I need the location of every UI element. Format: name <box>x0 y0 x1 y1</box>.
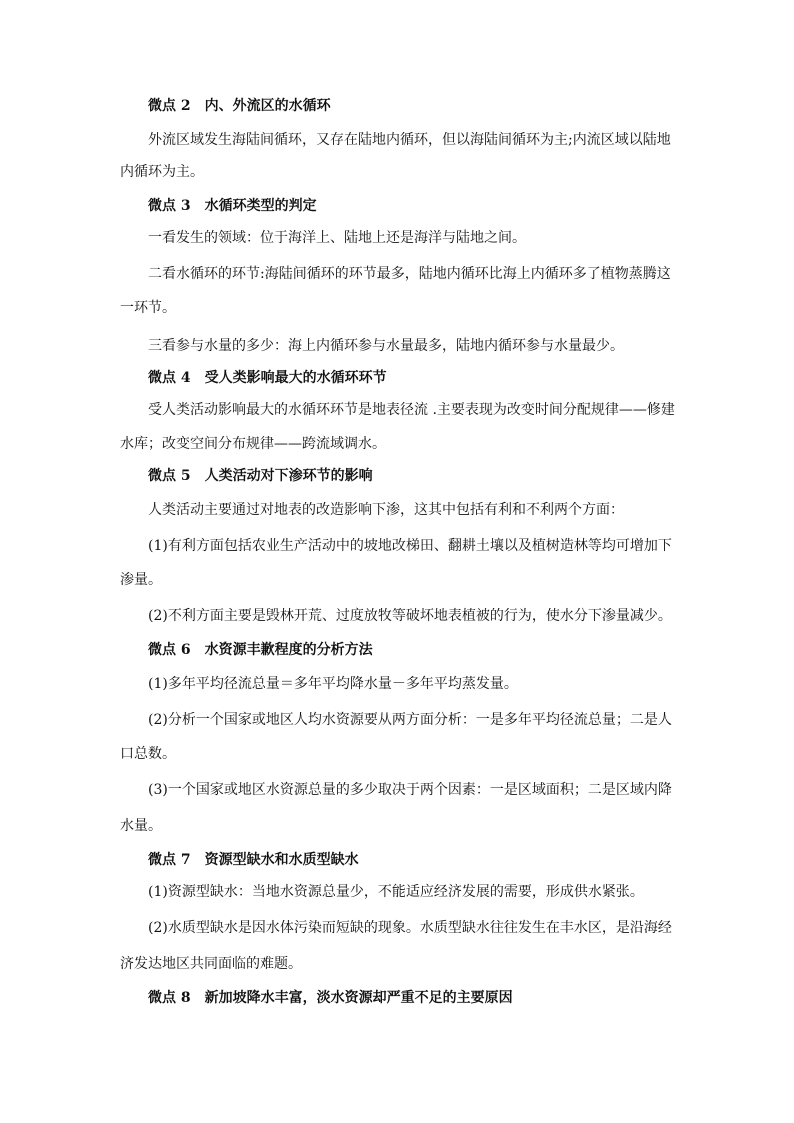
heading-number: 微点 8 <box>148 990 191 1006</box>
paragraph-line: 渗量。 <box>120 572 162 588</box>
paragraph-line: 外流区域发生海陆间循环，又存在陆地内循环，但以海陆间循环为主;内流区域以陆地 <box>148 132 671 148</box>
paragraph-line: (2)水质型缺水是因水体污染而短缺的现象。水质型缺水往往发生在丰水区，是沿海经 <box>148 920 672 936</box>
section-heading <box>148 850 680 870</box>
paragraph-line: (2)不利方面主要是毁林开荒、过度放牧等破坏地表植被的行为，使水分下渗量减少。 <box>148 608 672 624</box>
heading-number: 微点 3 <box>148 198 191 214</box>
paragraph-line: 二看水循环的环节:海陆间循环的环节最多，陆地内循环比海上内循环多了植物蒸腾这 <box>148 266 671 282</box>
paragraph-line: (1)资源型缺水：当地水资源总量少，不能适应经济发展的需要，形成供水紧张。 <box>148 884 644 900</box>
heading-number: 微点 7 <box>148 852 191 868</box>
section-heading <box>148 96 680 116</box>
section-heading <box>148 368 680 388</box>
heading-text: 水循环类型的判定 <box>204 198 317 214</box>
heading-number: 微点 5 <box>148 468 191 484</box>
section-heading <box>148 466 680 486</box>
heading-text: 资源型缺水和水质型缺水 <box>204 852 359 868</box>
heading-text: 内、外流区的水循环 <box>204 98 331 114</box>
heading-text: 水资源丰歉程度的分析方法 <box>204 642 373 658</box>
heading-text: 新加坡降水丰富，淡水资源却严重不足的主要原因 <box>204 990 513 1006</box>
paragraph-line: (2)分析一个国家或地区人均水资源要从两方面分析：一是多年平均径流总量；二是人 <box>148 712 672 728</box>
paragraph-line: (1)有利方面包括农业生产活动中的坡地改梯田、翻耕土壤以及植树造林等均可增加下 <box>148 538 672 554</box>
section-heading <box>148 196 680 216</box>
heading-number: 微点 6 <box>148 642 191 658</box>
heading-number: 微点 2 <box>148 98 191 114</box>
paragraph-line: (1)多年平均径流总量＝多年平均降水量－多年平均蒸发量。 <box>148 676 518 692</box>
heading-text: 人类活动对下渗环节的影响 <box>204 468 373 484</box>
paragraph-line: 济发达地区共同面临的难题。 <box>120 956 302 972</box>
paragraph-line: 水库；改变空间分布规律——跨流域调水。 <box>120 436 386 452</box>
paragraph-line: 口总数。 <box>120 746 176 762</box>
paragraph-line: 人类活动主要通过对地表的改造影响下渗，这其中包括有利和不利两个方面： <box>148 502 624 518</box>
paragraph-line: (3)一个国家或地区水资源总量的多少取决于两个因素：一是区域面积；二是区域内降 <box>148 782 672 798</box>
paragraph-line: 内循环为主。 <box>120 164 204 180</box>
paragraph-line: 三看参与水量的多少：海上内循环参与水量最多，陆地内循环参与水量最少。 <box>148 338 624 354</box>
paragraph-line: 水量。 <box>120 818 162 834</box>
paragraph-line: 受人类活动影响最大的水循环环节是地表径流 .主要表现为改变时间分配规律——修建 <box>148 402 675 418</box>
heading-text: 受人类影响最大的水循环环节 <box>204 370 387 386</box>
section-heading <box>148 640 680 660</box>
section-heading <box>148 988 680 1008</box>
heading-number: 微点 4 <box>148 370 191 386</box>
paragraph-line: 一看发生的领域：位于海洋上、陆地上还是海洋与陆地之间。 <box>148 230 526 246</box>
paragraph-line: 一环节。 <box>120 300 176 316</box>
